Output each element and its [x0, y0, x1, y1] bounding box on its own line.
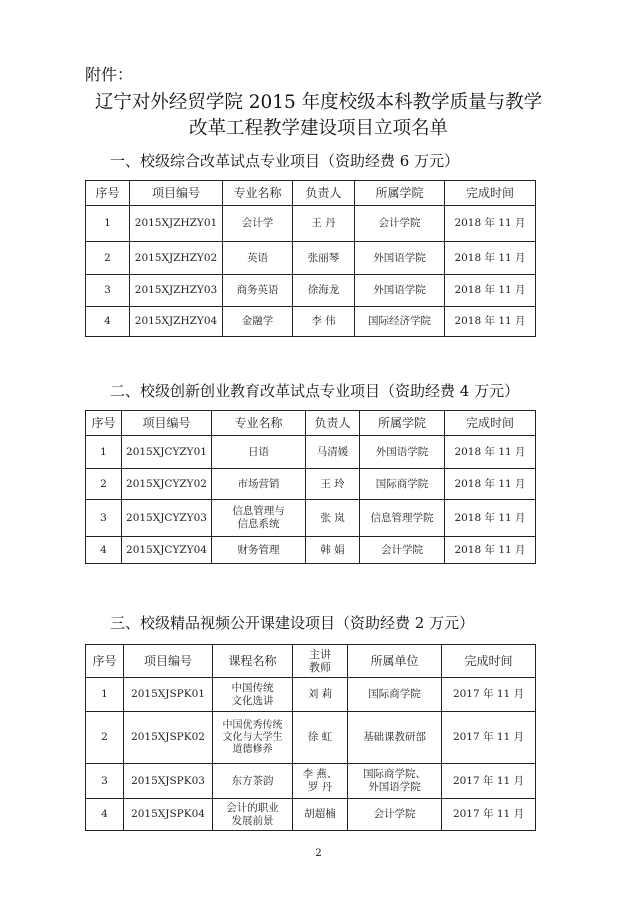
table-cell: 2018 年 11 月: [445, 242, 536, 275]
table-row: [86, 764, 536, 799]
header-cell: 完成时间: [445, 181, 536, 206]
table-cell: 1: [86, 206, 130, 242]
table-cell: 4: [86, 799, 124, 831]
table-cell: 2015XJZHZY02: [130, 242, 223, 275]
header-cell: 项目编号: [124, 645, 213, 678]
table-cell: 2018 年 11 月: [445, 307, 536, 337]
table-cell: 2015XJSPK03: [124, 764, 213, 799]
header-cell: 所属学院: [355, 181, 445, 206]
table-cell: 国际经济学院: [355, 307, 445, 337]
header-cell: 序号: [86, 645, 124, 678]
page-number: 2: [315, 848, 322, 859]
header-cell: 项目编号: [122, 411, 212, 436]
table-cell: 中国优秀传统 文化与大学生 道德修养: [213, 712, 293, 764]
table-cell: 刘 莉: [293, 678, 348, 712]
header-cell: 所属单位: [348, 645, 442, 678]
table-cell: 3: [86, 764, 124, 799]
table-cell: 外国语学院: [355, 275, 445, 307]
table-cell: 2018 年 11 月: [445, 206, 536, 242]
table-cell: 日语: [212, 436, 306, 469]
table-cell: 2018 年 11 月: [445, 500, 536, 537]
table-row: [86, 436, 536, 469]
table-cell: 2015XJZHZY01: [130, 206, 223, 242]
header-cell: 专业名称: [223, 181, 293, 206]
table-cell: 徐 虹: [293, 712, 348, 764]
table-header-row: [86, 411, 536, 436]
table-cell: 会计学: [223, 206, 293, 242]
table-row: [86, 678, 536, 712]
header-cell: 完成时间: [442, 645, 536, 678]
table-cell: 张 岚: [306, 500, 360, 537]
table-cell: 中国传统 文化选讲: [213, 678, 293, 712]
table-header-row: [86, 645, 536, 678]
table-cell: 金融学: [223, 307, 293, 337]
table-cell: 2018 年 11 月: [445, 275, 536, 307]
table-cell: 东方茶韵: [213, 764, 293, 799]
header-cell: 负责人: [306, 411, 360, 436]
table-cell: 会计学院: [355, 206, 445, 242]
section-2-heading: 二、校级创新创业教育改革试点专业项目（资助经费 4 万元）: [110, 382, 520, 400]
table-cell: 会计学院: [360, 537, 445, 564]
table-cell: 2017 年 11 月: [442, 712, 536, 764]
table-cell: 市场营销: [212, 469, 306, 500]
table-cell: 英语: [223, 242, 293, 275]
table-cell: 1: [86, 436, 122, 469]
section-1-heading: 一、校级综合改革试点专业项目（资助经费 6 万元）: [110, 152, 460, 170]
header-cell: 序号: [86, 411, 122, 436]
table-cell: 李 伟: [293, 307, 355, 337]
table-cell: 2: [86, 712, 124, 764]
table-cell: 外国语学院: [355, 242, 445, 275]
table-row: [86, 242, 536, 275]
table-cell: 2018 年 11 月: [445, 436, 536, 469]
table-cell: 4: [86, 537, 122, 564]
table-row: [86, 206, 536, 242]
header-cell: 主讲 教师: [293, 645, 348, 678]
table-cell: 2015XJCYZY01: [122, 436, 212, 469]
header-cell: 负责人: [293, 181, 355, 206]
table-cell: 会计的职业 发展前景: [213, 799, 293, 831]
table-cell: 信息管理与 信息系统: [212, 500, 306, 537]
table-row: [86, 469, 536, 500]
section-2-table: [85, 410, 536, 564]
table-cell: 外国语学院: [360, 436, 445, 469]
table-cell: 3: [86, 275, 130, 307]
table-row: [86, 275, 536, 307]
table-cell: 基础课教研部: [348, 712, 442, 764]
table-cell: 财务管理: [212, 537, 306, 564]
table-cell: 2015XJCYZY02: [122, 469, 212, 500]
table-cell: 3: [86, 500, 122, 537]
table-cell: 2018 年 11 月: [445, 537, 536, 564]
table-cell: 胡超楠: [293, 799, 348, 831]
table-cell: 2: [86, 242, 130, 275]
table-cell: 2017 年 11 月: [442, 799, 536, 831]
section-1-table: [85, 180, 536, 337]
document-title-line-2: 改革工程教学建设项目立项名单: [188, 118, 448, 139]
table-row: [86, 712, 536, 764]
table-cell: 1: [86, 678, 124, 712]
table-cell: 2: [86, 469, 122, 500]
table-cell: 国际商学院: [360, 469, 445, 500]
attachment-label: 附件：: [85, 65, 134, 84]
table-cell: 2017 年 11 月: [442, 678, 536, 712]
table-cell: 王 丹: [293, 206, 355, 242]
table-cell: 2018 年 11 月: [445, 469, 536, 500]
table-cell: 韩 娟: [306, 537, 360, 564]
table-cell: 张丽琴: [293, 242, 355, 275]
table-cell: 马清媛: [306, 436, 360, 469]
header-cell: 项目编号: [130, 181, 223, 206]
table-cell: 2015XJZHZY04: [130, 307, 223, 337]
section-3-table: [85, 644, 536, 831]
table-cell: 国际商学院: [348, 678, 442, 712]
table-cell: 2015XJCYZY03: [122, 500, 212, 537]
table-header-row: [86, 181, 536, 206]
table-row: [86, 307, 536, 337]
table-cell: 商务英语: [223, 275, 293, 307]
table-cell: 2015XJSPK01: [124, 678, 213, 712]
header-cell: 完成时间: [445, 411, 536, 436]
header-cell: 序号: [86, 181, 130, 206]
section-3-heading: 三、校级精品视频公开课建设项目（资助经费 2 万元）: [110, 614, 475, 632]
header-cell: 专业名称: [212, 411, 306, 436]
header-cell: 所属学院: [360, 411, 445, 436]
table-cell: 王 玲: [306, 469, 360, 500]
table-cell: 2015XJCYZY04: [122, 537, 212, 564]
table-cell: 2017 年 11 月: [442, 764, 536, 799]
table-row: [86, 799, 536, 831]
table-row: [86, 537, 536, 564]
table-cell: 2015XJZHZY03: [130, 275, 223, 307]
table-cell: 国际商学院、 外国语学院: [348, 764, 442, 799]
table-cell: 2015XJSPK02: [124, 712, 213, 764]
header-cell: 课程名称: [213, 645, 293, 678]
document-title-line-1: 辽宁对外经贸学院 2015 年度校级本科教学质量与教学: [94, 92, 543, 113]
table-cell: 会计学院: [348, 799, 442, 831]
table-cell: 徐海龙: [293, 275, 355, 307]
table-cell: 信息管理学院: [360, 500, 445, 537]
table-cell: 李 燕、 罗 丹: [293, 764, 348, 799]
table-row: [86, 500, 536, 537]
table-cell: 4: [86, 307, 130, 337]
table-cell: 2015XJSPK04: [124, 799, 213, 831]
